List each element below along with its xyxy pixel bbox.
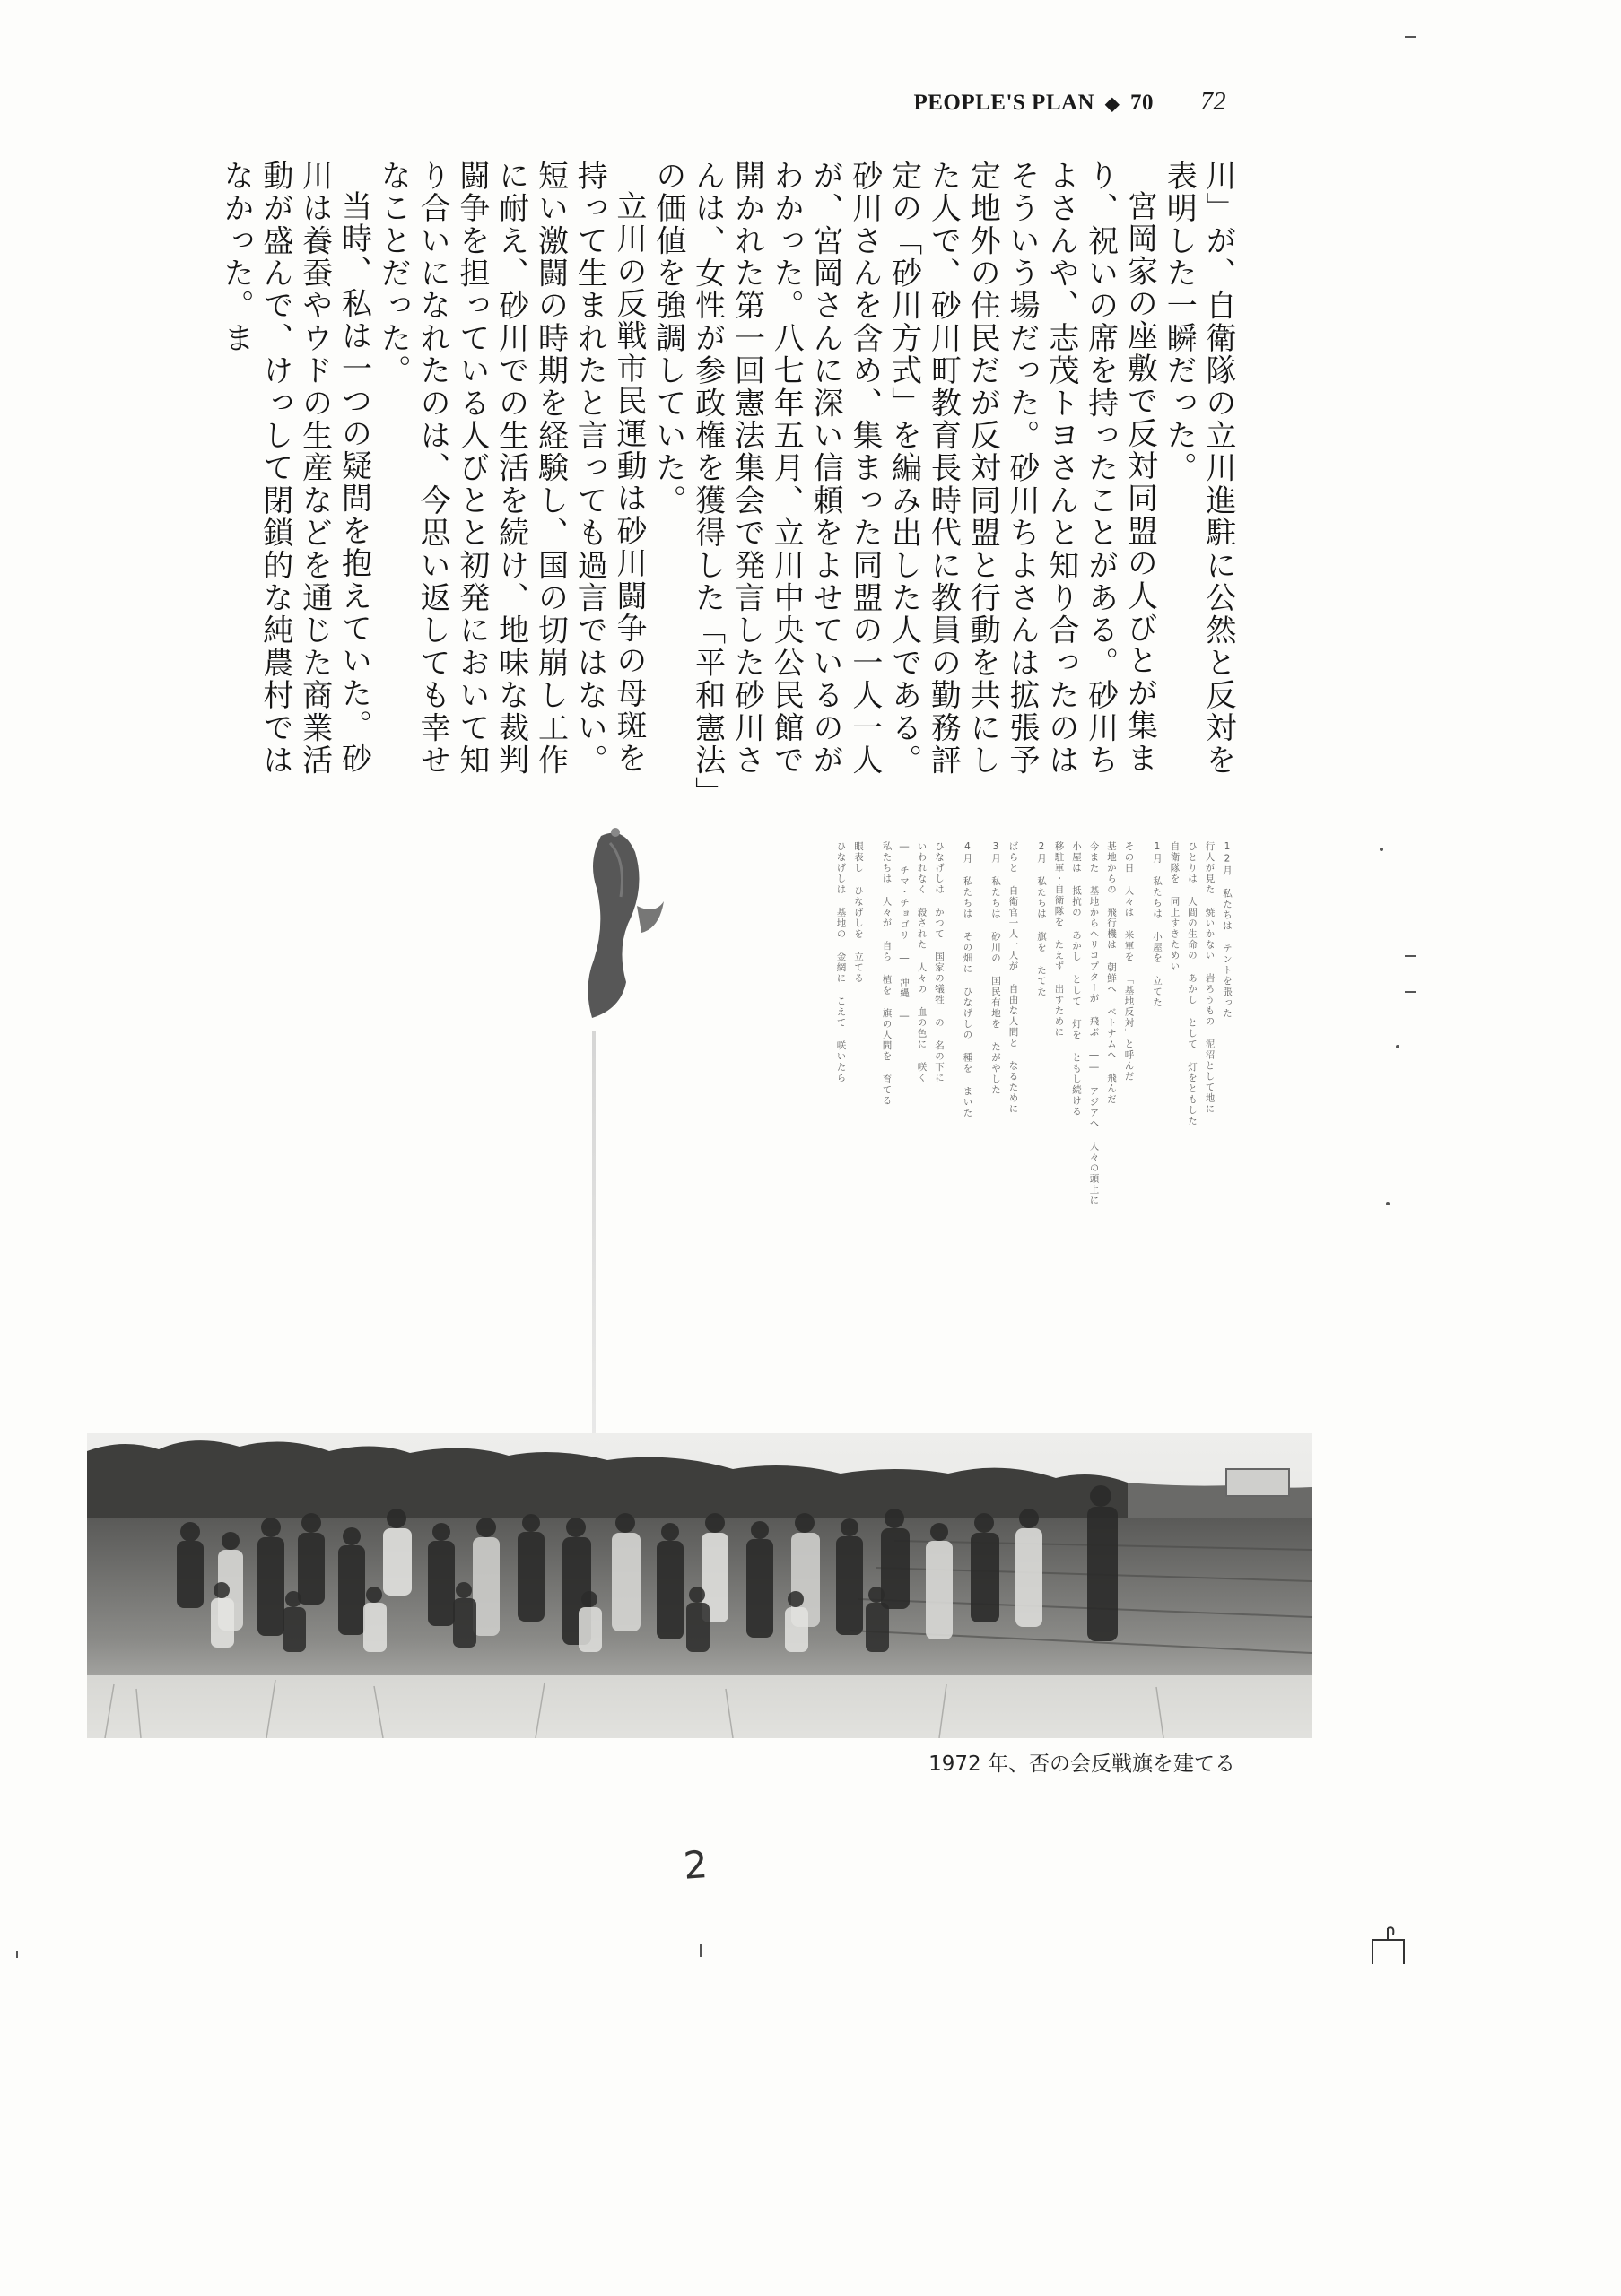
poem-line: ばらと 自衛官一人一人が 自由な人間と なるために [1007,841,1019,1115]
handwritten-page-number: 2 [682,1842,710,1888]
running-header [913,88,1226,117]
poem-line: 1月 私たちは 小屋を 立てた [1152,841,1163,1008]
journal-title: PEOPLE'S PLAN [913,91,1095,115]
poem-line: 私たちは 人々が 自ら 植を 旗の人間を 育てる [881,841,893,1107]
scan-mark [1386,1202,1390,1205]
scan-mark [700,1944,702,1957]
corner-mark-icon [1368,1924,1413,1969]
paragraph: 立川の反戦市民運動は砂川闘争の母斑を持って生まれたと言っても過言ではない。短い激闘の時期を経験し、国の切崩し工作に耐え、砂川での生活を続け、地味な裁判闘争を担っている人びとと初発において知り合いになれたのは、今思い返しても幸せなことだった。 [375,160,648,777]
poem-line: いわれなく 殺された 人々の 血の色に 咲く [916,841,928,1083]
poem-line: 移駐軍・自衛隊を たえず 出すために [1053,841,1065,1038]
page-number: 72 [1200,88,1226,116]
flag-pole [592,1031,596,1453]
poem-line: 行人が見た 焼いかない 岩ろうもの 泥沼として地に [1204,841,1216,1115]
poem-line: ひなげしは かつて 国家の犠牲 の 名の下に [934,841,945,1083]
paragraph: 宮岡家の座敷で反対同盟の人びとが集まり、祝いの席を持ったことがある。砂川ちよさんや、志茂トヨさんと知り合ったのはそういう場だった。砂川ちよさんは拡張予定地外の住民だが反対同盟と行動を共にした人で、砂川町教育長時代に教員の勤務評定の「砂川方式」を編み出した人である。砂川さんを含め、集まった同盟の一人一人が、宮岡さんに深い信頼をよせているのがわかった。八七年五月、立川中央公民館で開かれた第一回憲法集会で発言した砂川さんは、女性が参政権を獲得した「平和憲法」の価値を強調していた。 [649,160,1158,794]
scan-mark [1405,955,1416,957]
scan-mark [1396,1045,1399,1048]
photo-caption: 1972 年、否の会反戦旗を建てる [928,1752,1235,1776]
article-body [80,160,1237,805]
poem-line: 2月 私たちは 旗を たてた [1036,841,1047,997]
scan-mark [1380,848,1383,851]
poem-line: 眼表し ひなげしを 立てる [853,841,864,984]
scan-mark [1405,36,1416,38]
group-photo [87,1433,1312,1738]
paragraph: 当時、私は一つの疑問を抱えていた。砂川は養蚕やウドの生産などを通じた商業活動が盛んで、けっして閉鎖的な純農村ではなかった。ま [218,160,372,777]
diamond-icon: ◆ [1105,94,1120,114]
scan-mark [16,1951,18,1958]
poem-line: 小屋は 抵抗の あかし として 灯を ともし続ける [1071,841,1082,1118]
poem-line: その日 人々は 米軍を 「基地反対」と呼んだ [1123,841,1135,1083]
poem-block [697,841,1235,1236]
scan-mark [1405,991,1416,993]
poem-line: 今また 基地からヘリコプターが 飛ぶ ―― アジアへ 人々の頭上に [1088,841,1100,1206]
poem-line: 自衛隊を 同上すきためい [1169,841,1181,972]
poem-line: 4月 私たちは その畑に ひなげしの 種を まいた [962,841,973,1118]
poem-line: ひなげしは 基地の 金網に こえて 咲いたら [835,841,847,1083]
poem-line: 12月 私たちは テントを張った [1222,841,1233,1019]
poem-line: ― チマ・チョゴリ ― 沖縄 ― [899,841,910,1023]
poem-line: 基地からの 飛行機は 朝鮮へ ベトナムへ 飛んだ [1106,841,1117,1105]
flag-figure [574,825,673,1040]
issue-number: 70 [1130,91,1154,115]
poem-line: 3月 私たちは 砂川の 国民有地を たがやした [990,841,1001,1096]
poem-line: ひとりは 人間の生命の あかし として 灯をともした [1187,841,1198,1126]
paragraph: 川」が、自衛隊の立川進駐に公然と反対を表明した一瞬だった。 [1161,160,1236,777]
